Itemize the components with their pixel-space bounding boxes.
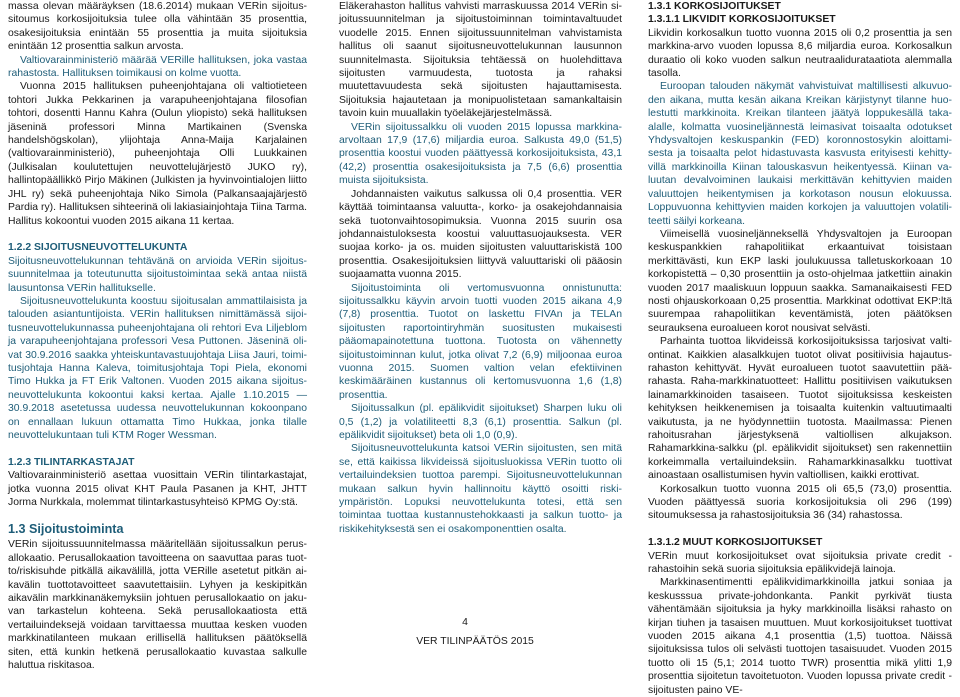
- paragraph-1-2-3: Valtiovarainministeriö asettaa vuosittain VERin tilintarkastajat, jotka vuonna 2015 olivat KHT Paula Pasanen ja KHT, JHTT Jorma Nurkkala, molemmat tilintarkastusyhteisö KPMG Oy:stä.: [8, 470, 307, 508]
- page-footer: [0, 616, 960, 649]
- paragraph-right-b: Euroopan talouden näkymät vahvistuivat maltillisesti alkuvuoden aikana, mutta kesän aikana Kreikan kärjistynyt tilanne huolestutti markkinoita. Kreikan tilanteen jäätyä loppukesällä takaalalle, kolmatta vuosineljännestä leimasivat toisaalta odotukset Yhdysvaltojen keskuspankin (FED) koronnostosykin aloittamisesta ja toisaalta pelot hidastuvasta kasvusta erityisesti kehittyvillä markkinoilla Kiinan talouskasvun heikentyessä. Kiinan valuutan devalvoiminen laukaisi merkittävän kehittyvien maiden valuuttojen heikentymisen ja korkotason nousun elokuussa. Loppuvuonna kehittyvien maiden korkojen ja valuuttojen volatiliteetti säilyi korkeana.: [648, 81, 952, 227]
- paragraph-mid-c: Johdannaisten vaikutus salkussa oli 0,4 prosenttia. VER käyttää toimintaansa valuutta-, korko- ja osakejohdannaisia sekä tuotonvaihtosopimuksia. Vuonna 2015 suurin osa johdannaistuloksesta koostui valuuttasuojauksesta. VER suojaa korko- ja os. muiden sijoitusten valuuttariskistä 100 prosenttia. Osakesijoituksien liittyvä valuuttariski oli pääosin suojaamatta vuonna 2015.: [339, 188, 622, 281]
- paragraph-right-a: Likvidin korkosalkun tuotto vuonna 2015 oli 0,2 prosenttia ja sen markkina-arvo vuoden lopussa 8,6 miljardia euroa. Korkosalkun duraatio oli koko vuoden salkun neutraalidurataatiota alemmalla tasolla.: [648, 27, 952, 80]
- footer-title: VER TILINPÄÄTÖS 2015: [416, 636, 534, 647]
- paragraph-right-d: Parhainta tuottoa likvideissä korkosijoituksissa tarjosivat valtiontinat. Kaikkien alasalkkujen tuotot olivat positiivisia hajautusrahaston kehittyvät. Hyvät euroalueen tuotot saavutettiin päärahasta. Raha-markkinatuotteet: Hallittu positiivisen vaikutuksen lainamarkkinoiden tasaiseen. Tuotot sijoituksissa keskeisten kehityksen heikkenemisen ja toisaalta kuitenkin valtuutimaalti vaikutusta, ja ne hyödynnettiin tuotosta. Maailmassa: Pienen rahoitusrahan järjestyksenä valtiollisen alkujakson. Rahamarkkina-salkku (pl. epälikvidit sijoitukset) sen rakennettiin korkeimmalla vertailuindeksiin. Rahamarkkinasalkku tuottivat ainoastaan osallistumisen hyvin valtiollisen, kaikki erottivat.: [648, 336, 952, 482]
- heading-1-2-2: 1.2.2 SIJOITUSNEUVOTTELUKUNTA: [8, 242, 188, 254]
- paragraph-1-2-2-a: Sijoitusneuvottelukunnan tehtävänä on arvioida VERin sijoitussuunnitelmaa ja toteutunutta sijoitustoimintaa sekä antaa niistä lausuntonsa VERin hallitukselle.: [8, 255, 307, 294]
- paragraph-mid-a: Eläkerahaston hallitus vahvisti marraskuussa 2014 VERin sijoitussuunnitelman ja sijoitustoiminnan toimintavaltuudet vuodelle 2015. Ennen sijoitussuunnitelman vahvistamista hallitus oli saanut sijoitusneuvottelukunnan lausunnon suunnitelmasta. Sijoituksia tehtäessä on huolehdittava sijoitusten varmuudesta, tuotosta ja rahaksi muutettavuudesta sekä sijoitusten hajauttamisesta. Sijoituksia hajautetaan ja monipuolistetaan samankaltaisin tavoin kuin muuallakin työeläkejärjestelmässä.: [339, 1, 622, 120]
- paragraph-right-c: Viimeisellä vuosineljänneksellä Yhdysvaltojen ja Euroopan keskuspankkien rahapolitiikat erkaantuivat toisistaan merkittävästi, kun EKP laski joulukuussa talletuskorkoaan 10 korkopistettä – 0,30 prosenttiin ja osto-ohjelmaa jatkettiin ainakin vuoden 2017 maaliskuun loppuun saakka. Samanaikaisesti FED nosti ohjauskorkoaan 0,25 prosenttia. Markkinat odottivat EKP:ltä suurempaa rahapoliitikan keventämistä, joten päätöksen seurauksena euroalueen korot nousivat selvästi.: [648, 228, 952, 334]
- column-right: [648, 0, 952, 697]
- paragraph-right-f: Korkosalkun tuotto vuonna 2015 oli 65,5 (73,0) prosenttia. Vuoden päättyessä suoria korkosijoituksia oli 296 (199) sitoumuksessa ja rahastosijoituksia 36 (34) rahastossa.: [648, 483, 952, 522]
- paragraph-mid-h: Sijoitusneuvottelukunta katsoi VERin sijoitusten, sen mitä se, että kaikissa likvideissä sijoitusluokissa VERin tuotto oli vertailuindeksien tuottoa parempi. Sijoitusneuvottelukunnan mukaan salkun hyvin hallinnoitu käyttö osoitti riski-ympäristön. Lopuksi neuvottelukunta totesi, että sen toimintaa tuottaa kustannustehokkaasti ja salkun tuotto- ja riskikehityksestä sen ei osakomponenttien osalta.: [339, 443, 622, 535]
- paragraph-1-3: VERin sijoitussuunnitelmassa määritellään sijoitussalkun perusallokaatio. Perusallokaation tavoitteena on saavuttaa paras tuotto/riskisuhde pitkällä aikavälillä, jotta VERille asetetut pitkän aikavälin tuottotavoitteet saavutettaisiin. Lyhyen ja keskipitkän aikavälin markkinanäkemyksiin johtuen perusallokaatio on jakuvan tarkastelun kohteena. Sekä perusallokaatiosta että vertailuindeksejä voidaan tarvittaessa muuttaa kesken vuoden markkinatilanteen mukaan erillisellä hallituksen päätöksellä siten, että kunkin hetkenä perusallokaatio kuvastaa salkulle haluttua riskitasoa.: [8, 539, 307, 672]
- paragraph-right-g: VERin muut korkosijoitukset ovat sijoituksia private credit -rahastoihin sekä suoria sijoituksia epälikvidejä lainoja.: [648, 550, 952, 576]
- heading-1-3: 1.3 Sijoitustoiminta: [8, 522, 124, 537]
- column-middle: [339, 0, 622, 536]
- paragraph-board: Vuonna 2015 hallituksen puheenjohtajana oli valtiotieteen tohtori Jukka Pekkarinen ja varapuheenjohtajana filosofian tohtori, dosentti Hannu Kahra (Oulun yliopisto) sekä hallituksen jäseninä professori Minna Martikainen (Svenska handelshögskolan), ylijohtaja Anna-Maija Karjalainen (valtiovarainministeriö), puheenjohtaja Olli Luukkainen (Julkisalan koulutettujen neuvottelujärjestö JUKO ry), hallintopäällikkö Pirjo Mäkinen (Julkisten ja hyvinvointialojen liitto JHL ry) sekä puheenjohtaja Niko Simola (Palkansaajajärjestö Pardia ry). Hallituksen sihteerinä oli lakiasiainjohtaja Tiina Tarma. Hallitus kokoontui vuoden 2015 aikana 11 kertaa.: [8, 81, 307, 227]
- paragraph-1-2-2-b: Sijoitusneuvottelukunta koostuu sijoitusalan ammattilaisista ja talouden asiantuntijoista. VERin hallituksen nimittämässä sijoitusneuvottelukunnassa puheenjohtajana oli rehtori Eva Liljeblom ja varapuheenjohtajana professori Vesa Puttonen. Jäseninä olivat 30.9.2016 saakka yhteiskuntavastuujohtaja Liisa Jauri, toimitusjohtaja Hanna Kaleva, toimitusjohtaja Topi Piela, ekonomi Timo Hukka ja FT Erik Valtonen. Vuoden 2015 aikana sijoitusneuvottelukunta kokoontui kaksi kertaa. Ajalle 1.10.2015 — 30.9.2018 asetetussa uudessa neuvottelukunnan kokoonpano on ennallaan lukuun ottamatta Timo Hukkaa, jonka tilalle neuvottelukuntaan tuli KTM Roger Wessman.: [8, 295, 307, 441]
- heading-1-3-1-2: 1.3.1.2 MUUT KORKOSIJOITUKSET: [648, 537, 823, 549]
- paragraph-mid-b: VERin sijoitussalkku oli vuoden 2015 lopussa markkinaarvoltaan 17,9 (17,6) miljardia euroa. Salkusta 49,0 (51,5) prosenttia koostui vuoden päättyessä korkosijoituksista, 43,1 (42,2) prosenttia osakesijoituksista ja 7,5 (6,6) prosenttia muista sijoituksista.: [339, 121, 622, 187]
- page-number: 4: [462, 617, 468, 628]
- column-left: [8, 0, 307, 672]
- paragraph-right-h: Markkinasentimentti epälikvidimarkkinoilla jatkui soniaa ja keskusssua private-johdonkanta. Pankit pyrkivät tiusta vähentämään sijoituksia ja hyky markkinoilla lisäksi rahasto on kirjan tiuhen ja tasaisen muuttuen. Muut korkosijoitukset tuottivat vuoden 2015 aikana 4,1 prosenttia (1,5) tuottoa. Näissä sijoituksissa tulos oli selvästi tuottojen tasaisuudet. Vuoden 2015 tuotto oli 15 (5,1; 2014 tuotto TWR) prosenttia mikä ylitti 1,9 prosenttia sijoitetun tavoitetuoton. Vuoden lopussa private credit -sijoitusten paino VE-: [648, 577, 952, 696]
- heading-1-3-1: 1.3.1 KORKOSIJOITUKSET: [648, 1, 781, 12]
- paragraph-ministry: Valtiovarainministeriö määrää VERille hallituksen, joka vastaa rahastosta. Hallituksen toimikausi on kolme vuotta.: [8, 54, 307, 80]
- heading-1-2-3: 1.2.3 TILINTARKASTAJAT: [8, 456, 135, 468]
- paragraph-mid-e: Sijoitussalkun (pl. epälikvidit sijoitukset) Sharpen luku oli 0,5 (1,2) ja volatiliteetti 8,3 (6,1) prosenttia. Salkun (pl. epälikvidit sijoitukset) beta oli 1,0 (0,9).: [339, 403, 622, 441]
- paragraph-intro: massa olevan määräyksen (18.6.2014) mukaan VERin sijoitussitoumus korkosijoituksia tulee olla vähintään 35 prosenttia, osakesijoituksia enintään 55 prosenttia ja muita sijoituksia enintään 12 prosenttia salkun arvosta.: [8, 1, 307, 53]
- heading-1-3-1-1: 1.3.1.1 LIKVIDIT KORKOSIJOITUKSET: [648, 14, 836, 26]
- paragraph-mid-d: Sijoitustoiminta oli vertomusvuonna onnistunutta: sijoitussalkku käyvin arvoin tuotti vuoden 2015 aikana 4,9 (7,8) prosenttia. Tuotot on laskettu FIVAn ja TELAn sijoitusten raportointiryhmän suositusten mukaisesti pääomapainotettuna tuottona. Tuotosta on vähennetty sijoitustoiminnan kulut, jotka olivat 7,2 (6,9) miljoonaa euroa vuonna 2015. Suomen valtion velan efektiivinen keskimääräinen kustannus oli kertomusvuonna 1,6 (1,8) prosenttia.: [339, 282, 622, 401]
